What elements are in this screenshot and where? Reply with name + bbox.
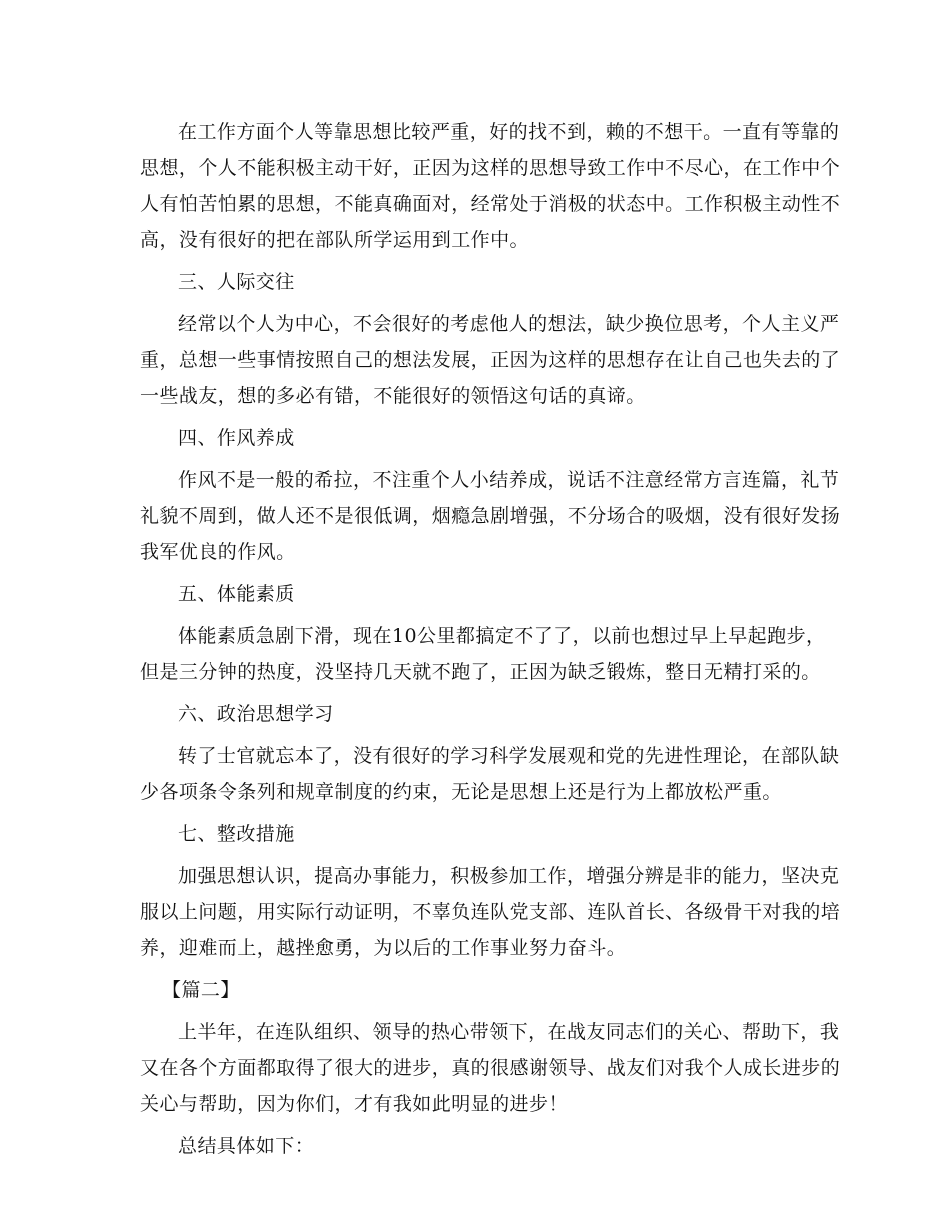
- text-line: 养，迎难而上，越挫愈勇，为以后的工作事业努力奋斗。: [140, 937, 627, 959]
- paragraph-4: [140, 618, 826, 690]
- section-heading-work-style: [140, 420, 820, 456]
- text-line: 高，没有很好的把在部队所学运用到工作中。: [140, 229, 530, 251]
- summary-intro: [140, 1128, 820, 1164]
- text-line: 服以上问题，用实际行动证明，不辜负连队党支部、连队首长、各级骨干对我的培: [140, 901, 841, 923]
- section-heading-physical: [140, 576, 820, 612]
- paragraph-3: [140, 462, 841, 570]
- paragraph-7: [140, 1014, 841, 1122]
- text-line: 重，总想一些事情按照自己的想法发展，正因为这样的思想存在让自己也失去的了: [140, 349, 841, 371]
- paragraph-1: [140, 114, 841, 258]
- text-line: 在工作方面个人等靠思想比较严重，好的找不到，赖的不想干。一直有等靠的: [178, 121, 840, 143]
- paragraph-5: [140, 738, 840, 810]
- section-heading-interpersonal: [140, 264, 820, 300]
- text-line: 一些战友，想的多必有错，不能很好的领悟这句话的真谛。: [140, 385, 646, 407]
- text-line: 上半年，在连队组织、领导的热心带领下，在战友同志们的关心、帮助下，我: [178, 1021, 840, 1043]
- section-heading-political-study: [140, 696, 820, 732]
- text-line: 少各项条令条列和规章制度的约束，无论是思想上还是行为上都放松严重。: [140, 781, 782, 803]
- heading-text: 六、政治思想学习: [178, 703, 334, 725]
- section-heading-part-two: [140, 972, 820, 1008]
- text-line: 转了士官就忘本了，没有很好的学习科学发展观和党的先进性理论，在部队缺: [178, 745, 840, 767]
- text-line: 经常以个人为中心，不会很好的考虑他人的想法，缺少换位思考，个人主义严: [178, 313, 840, 335]
- heading-text: 七、整改措施: [178, 823, 295, 845]
- text-line: 人有怕苦怕累的思想，不能真确面对，经常处于消极的状态中。工作积极主动性不: [140, 193, 841, 215]
- heading-text: 五、体能素质: [178, 583, 295, 605]
- heading-text: 【篇二】: [162, 979, 240, 1001]
- paragraph-6: [140, 858, 841, 966]
- text-line: 作风不是一般的希拉，不注重个人小结养成，说话不注意经常方言连篇，礼节: [178, 469, 840, 491]
- text-line: 礼貌不周到，做人还不是很低调，烟瘾急剧增强，不分场合的吸烟，没有很好发扬: [140, 505, 841, 527]
- text-line: 体能素质急剧下滑，现在10公里都搞定不了了，以前也想过早上早起跑步，: [178, 625, 826, 647]
- heading-text: 四、作风养成: [178, 427, 295, 449]
- text-line: 关心与帮助，因为你们，才有我如此明显的进步！: [140, 1093, 568, 1115]
- text-line: 思想，个人不能积极主动干好，正因为这样的思想导致工作中不尽心，在工作中个: [140, 157, 841, 179]
- text-line: 加强思想认识，提高办事能力，积极参加工作，增强分辨是非的能力，坚决克: [178, 865, 840, 887]
- heading-text: 三、人际交往: [178, 271, 295, 293]
- section-heading-rectification: [140, 816, 820, 852]
- text-line: 我军优良的作风。: [140, 541, 296, 563]
- paragraph-2: [140, 306, 841, 414]
- document-body: [140, 114, 841, 1164]
- text-line: 又在各个方面都取得了很大的进步，真的很感谢领导、战友们对我个人成长进步的: [140, 1057, 841, 1079]
- text-line: 但是三分钟的热度，没坚持几天就不跑了，正因为缺乏锻炼，整日无精打采的。: [140, 661, 821, 683]
- text-line: 总结具体如下：: [178, 1135, 315, 1157]
